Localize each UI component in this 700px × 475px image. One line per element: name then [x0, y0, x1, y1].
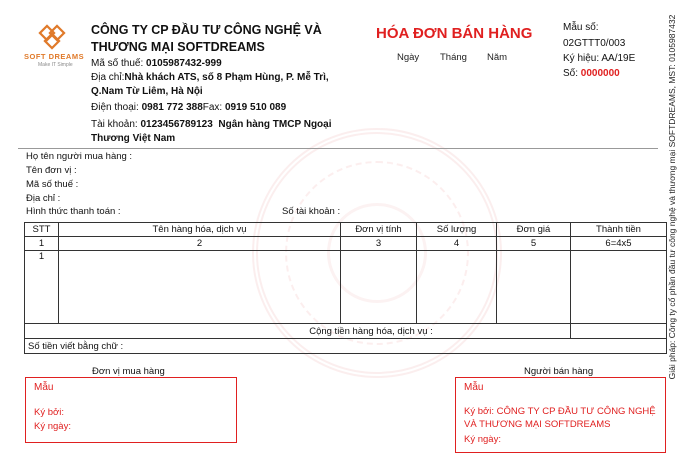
col-header: Số lượng [417, 223, 497, 237]
company-name: CÔNG TY CP ĐẦU TƯ CÔNG NGHỆ VÀ THƯƠNG MẠI SOFTDREAMS [91, 23, 322, 54]
company-address-label: Địa chỉ: [91, 72, 125, 83]
company-fax-label: Fax: [202, 102, 223, 113]
company-fax-value: 0919 510 089 [225, 102, 287, 113]
company-bank: Ngân hàng TMCP Ngoại Thương Việt Nam [91, 119, 332, 144]
seller-signature-heading: Người bán hàng [524, 366, 594, 377]
col-header: STT [25, 223, 59, 237]
header-divider [18, 148, 658, 149]
buyer-box-title: Mẫu [34, 382, 54, 393]
col-header: Tên hàng hóa, dịch vụ [59, 223, 341, 237]
amount-in-words-row [25, 339, 667, 354]
logo-name: SOFT DREAMS [24, 52, 85, 61]
company-address-line [91, 71, 361, 99]
table-header-row [25, 223, 667, 237]
table-cell [417, 251, 497, 324]
company-account-line [91, 118, 366, 146]
items-table [24, 222, 667, 354]
invoice-number-line [563, 68, 620, 79]
amount-in-words-label: Số tiền viết bằng chữ : [25, 339, 667, 354]
invoice-number-label: Số: [563, 68, 579, 79]
table-cell [497, 251, 571, 324]
invoice-number-value: 0000000 [580, 68, 620, 79]
table-cell: 1 [25, 251, 59, 324]
table-cell [571, 251, 667, 324]
company-phone-line [91, 101, 371, 115]
buyer-signed-date: Ký ngày: [34, 421, 71, 432]
form-value: 02GTTT0/003 [563, 38, 626, 49]
seller-signed-date: Ký ngày: [464, 434, 501, 445]
table-cell: 4 [417, 237, 497, 251]
buyer-account-label: Số tài khoản : [282, 206, 341, 217]
buyer-signature-heading: Đơn vị mua hàng [92, 366, 165, 377]
company-address-value: Nhà khách ATS, số 8 Phạm Hùng, P. Mễ Trì, Q.Nam Từ Liêm, Hà Nội [91, 72, 329, 97]
table-cell: 1 [25, 237, 59, 251]
buyer-signed-by: Ký bởi: [34, 407, 64, 418]
col-header: Đơn vị tính [341, 223, 417, 237]
table-cell: 3 [341, 237, 417, 251]
company-tax-value: 0105987432-999 [146, 58, 222, 69]
table-cell: 5 [497, 237, 571, 251]
total-label: Cộng tiền hàng hóa, dịch vụ : [25, 324, 571, 339]
table-cell: 6=4x5 [571, 237, 667, 251]
column-number-row [25, 237, 667, 251]
company-account-label: Tài khoản: [91, 119, 138, 130]
buyer-unit-label: Tên đơn vị : [26, 165, 77, 176]
total-row [25, 324, 667, 339]
seller-signature-box [455, 377, 666, 453]
logo-tagline: Make IT Simple [38, 62, 73, 68]
buyer-signature-box [25, 377, 237, 443]
invoice-title: HÓA ĐƠN BÁN HÀNG [376, 25, 533, 42]
seller-signed-by: Ký bởi: CÔNG TY CP ĐẦU TƯ CÔNG NGHỆ VÀ THƯƠNG MẠI SOFTDREAMS [464, 406, 656, 430]
table-cell: 2 [59, 237, 341, 251]
date-year-label: Năm [487, 52, 508, 63]
side-note-text: Giải pháp: Công ty cổ phần đầu tư công nghệ và thương mại SOFTDREAMS, MST: 0105987432 [667, 14, 677, 380]
col-header: Đơn giá [497, 223, 571, 237]
company-tax-label: Mã số thuế: [91, 58, 144, 69]
logo-icon [38, 22, 70, 52]
table-cell [341, 251, 417, 324]
buyer-address-label: Địa chỉ : [26, 193, 61, 204]
table-cell [59, 251, 341, 324]
seller-box-title: Mẫu [464, 382, 484, 393]
company-phone-value: 0981 772 388 [141, 102, 203, 113]
buyer-name-label: Họ tên người mua hàng : [26, 151, 133, 162]
invoice-symbol: Ký hiệu: AA/19E [563, 53, 636, 64]
company-logo [24, 22, 84, 66]
total-value [571, 324, 667, 339]
date-day-label: Ngày [397, 52, 420, 63]
form-label: Mẫu số: [563, 22, 599, 33]
payment-method-label: Hình thức thanh toán : [26, 206, 121, 217]
company-tax-line [91, 57, 361, 71]
date-month-label: Tháng [440, 52, 467, 63]
company-phone-label: Điện thoại: [91, 102, 139, 113]
buyer-tax-label: Mã số thuế : [26, 179, 79, 190]
col-header: Thành tiền [571, 223, 667, 237]
company-account-value: 0123456789123 [140, 119, 213, 130]
table-row [25, 251, 667, 324]
